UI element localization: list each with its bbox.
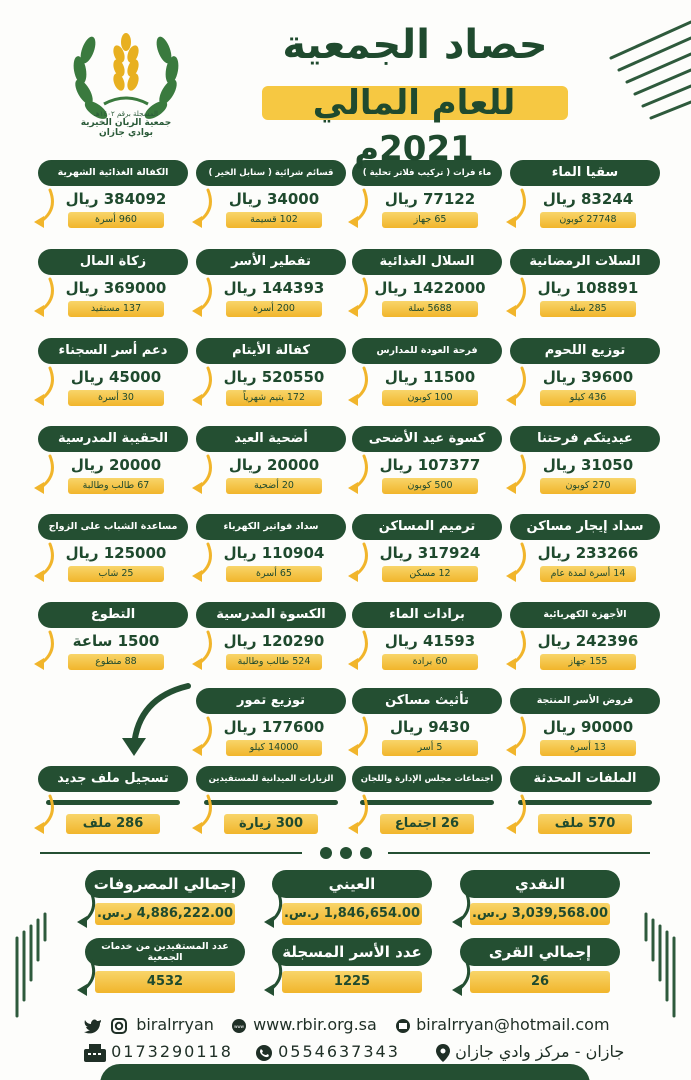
total-card: [262, 938, 432, 1000]
program-card: [352, 426, 502, 500]
email-text: biralrryan@hotmail.com: [416, 1015, 610, 1034]
decorative-stripes-top-right: [601, 18, 691, 128]
program-card: [38, 602, 188, 676]
program-amount: 110904 ريال: [223, 544, 325, 562]
program-card: [38, 338, 188, 412]
arrow-icon: [190, 454, 216, 494]
program-amount: 1500 ساعة: [72, 632, 160, 650]
program-amount: 242396 ريال: [537, 632, 639, 650]
total-title: النقدي: [460, 870, 620, 898]
arrow-icon: [504, 630, 530, 670]
program-title: تفطير الأسر: [196, 249, 346, 275]
program-amount: 90000 ريال: [542, 718, 634, 736]
program-title: الكسوة المدرسية: [196, 602, 346, 628]
program-amount: 107377 ريال: [379, 456, 481, 474]
program-badge: 436 كيلو: [540, 390, 636, 406]
stat-title: تسجيل ملف جديد: [38, 766, 188, 792]
www-icon: [230, 1018, 248, 1034]
program-title: قسائم شرائية ( سنابل الخير ): [196, 160, 346, 186]
total-title: عدد المستفيدين من خدمات الجمعية: [85, 938, 245, 966]
program-title: سداد إيجار مساكن: [510, 514, 660, 540]
contact-row-1: [80, 1013, 640, 1037]
arrow-icon: [504, 188, 530, 228]
program-badge: 88 متطوع: [68, 654, 164, 670]
fax-text: 0173290118: [111, 1042, 233, 1061]
stat-badge: 570 ملف: [538, 814, 632, 834]
contact-row-2: [80, 1040, 640, 1064]
stat-underline: [518, 800, 652, 805]
program-badge: 137 مستفيد: [68, 301, 164, 317]
twitter-icon: [84, 1018, 102, 1034]
arrow-icon: [504, 716, 530, 756]
program-amount: 9430 ريال: [390, 718, 470, 736]
program-amount: 39600 ريال: [542, 368, 634, 386]
program-title: توزيع اللحوم: [510, 338, 660, 364]
total-title: إجمالي المصروفات: [85, 870, 245, 898]
page-title: حصاد الجمعية: [282, 22, 548, 68]
program-card: [196, 249, 346, 323]
program-amount: 41593 ريال: [384, 632, 476, 650]
arrow-icon: [346, 454, 372, 494]
arrow-icon: [450, 958, 474, 996]
arrow-icon: [75, 958, 99, 996]
stat-badge: 286 ملف: [66, 814, 160, 834]
program-badge: 65 أسرة: [226, 566, 322, 582]
arrow-icon: [262, 958, 286, 996]
program-badge: 14000 كيلو: [226, 740, 322, 756]
total-value: 26: [470, 971, 610, 993]
program-badge: 102 قسيمة: [226, 212, 322, 228]
program-card: [38, 249, 188, 323]
program-card: [510, 514, 660, 588]
arrow-icon: [346, 188, 372, 228]
arrow-icon: [190, 277, 216, 317]
arrow-icon: [504, 542, 530, 582]
program-title: الكفالة الغذائية الشهرية: [38, 160, 188, 186]
program-badge: 65 جهاز: [382, 212, 478, 228]
arrow-icon: [190, 630, 216, 670]
stat-title: الزيارات الميدانية للمستفيدين: [196, 766, 346, 792]
program-card: [352, 688, 502, 762]
total-card: [450, 938, 620, 1000]
phone-number[interactable]: [255, 1040, 400, 1064]
fax-number[interactable]: [84, 1040, 233, 1064]
fax-icon: [84, 1044, 106, 1062]
arrow-icon: [32, 794, 58, 834]
program-card: [196, 426, 346, 500]
program-card: [510, 688, 660, 762]
program-title: أضحية العيد: [196, 426, 346, 452]
arrow-icon: [190, 188, 216, 228]
program-title: السلال الغذائية: [352, 249, 502, 275]
program-badge: 67 طالب وطالبة: [68, 478, 164, 494]
email-link[interactable]: [395, 1013, 610, 1037]
program-amount: 45000 ريال: [70, 368, 162, 386]
stat-badge: 300 زيارة: [224, 814, 318, 834]
program-amount: 31050 ريال: [542, 456, 634, 474]
arrow-icon: [346, 366, 372, 406]
program-amount: 369000 ريال: [65, 279, 167, 297]
stat-card: [38, 766, 188, 840]
stat-underline: [204, 800, 338, 805]
decorative-stripes-bottom-right: [636, 910, 691, 1020]
program-badge: 12 مسكن: [382, 566, 478, 582]
program-card: [38, 514, 188, 588]
stat-card: [352, 766, 502, 840]
stat-title: اجتماعات مجلس الإدارة واللجان: [352, 766, 502, 792]
page-subtitle: للعام المالي 2021م: [312, 83, 516, 169]
website-link[interactable]: [230, 1013, 377, 1037]
program-title: الأجهزة الكهربائية: [510, 602, 660, 628]
decorative-stripes-bottom-left: [0, 910, 55, 1020]
program-amount: 1422000 ريال: [374, 279, 486, 297]
total-value: 3,039,568.00 ر.س.: [470, 903, 610, 925]
program-title: ترميم المساكن: [352, 514, 502, 540]
curved-arrow-icon: [118, 680, 208, 760]
program-badge: 270 كوبون: [540, 478, 636, 494]
total-card: [262, 870, 432, 932]
total-value: 1225: [282, 971, 422, 993]
total-value: 4532: [95, 971, 235, 993]
program-title: سقيا الماء: [510, 160, 660, 186]
program-badge: 155 جهاز: [540, 654, 636, 670]
arrow-icon: [32, 188, 58, 228]
total-card: [75, 870, 245, 932]
total-title: إجمالي القرى: [460, 938, 620, 966]
program-amount: 233266 ريال: [537, 544, 639, 562]
svg-text:www: www: [234, 1023, 244, 1029]
program-card: [38, 426, 188, 500]
arrow-icon: [346, 542, 372, 582]
program-card: [510, 160, 660, 234]
instagram-icon: [111, 1018, 127, 1034]
program-title: تأثيث مساكن: [352, 688, 502, 714]
arrow-icon: [346, 277, 372, 317]
total-title: عدد الأسر المسجلة: [272, 938, 432, 966]
program-title: زكاة المال: [38, 249, 188, 275]
program-badge: 14 أسرة لمدة عام: [540, 566, 636, 582]
program-title: ماء فرات ( تركيب فلاتر تحلية ): [352, 160, 502, 186]
total-value: 1,846,654.00 ر.س.: [282, 903, 422, 925]
arrow-icon: [32, 366, 58, 406]
program-card: [38, 160, 188, 234]
program-badge: 60 برادة: [382, 654, 478, 670]
program-title: سداد فواتير الكهرباء: [196, 514, 346, 540]
program-amount: 520550 ريال: [223, 368, 325, 386]
program-amount: 34000 ريال: [228, 190, 320, 208]
program-badge: 20 أضحية: [226, 478, 322, 494]
email-icon: [395, 1018, 411, 1034]
phone-text: 0554637343: [278, 1042, 400, 1061]
arrow-icon: [32, 454, 58, 494]
arrow-icon: [504, 277, 530, 317]
stat-title: الملفات المحدثة: [510, 766, 660, 792]
program-card: [510, 338, 660, 412]
footer-bar: [100, 1064, 590, 1080]
program-title: التطوع: [38, 602, 188, 628]
program-title: عيديتكم فرحتنا: [510, 426, 660, 452]
social-handle[interactable]: [84, 1013, 214, 1037]
program-card: [352, 338, 502, 412]
program-badge: 30 أسرة: [68, 390, 164, 406]
arrow-icon: [450, 890, 474, 928]
program-badge: 25 شاب: [68, 566, 164, 582]
program-badge: 524 طالب وطالبة: [226, 654, 322, 670]
stat-underline: [360, 800, 494, 805]
program-amount: 177600 ريال: [223, 718, 325, 736]
logo-caption: [72, 110, 180, 138]
stat-underline: [46, 800, 180, 805]
program-card: [196, 338, 346, 412]
program-amount: 120290 ريال: [223, 632, 325, 650]
total-value: 4,886,222.00 ر.س.: [95, 903, 235, 925]
program-amount: 20000 ريال: [228, 456, 320, 474]
stat-card: [510, 766, 660, 840]
program-amount: 108891 ريال: [537, 279, 639, 297]
total-card: [450, 870, 620, 932]
program-badge: 172 يتيم شهرياً: [226, 390, 322, 406]
arrow-icon: [262, 890, 286, 928]
program-title: قروض الأسر المنتجة: [510, 688, 660, 714]
stat-badge: 26 اجتماع: [380, 814, 474, 834]
program-title: الحقيبة المدرسية: [38, 426, 188, 452]
arrow-icon: [346, 794, 372, 834]
arrow-icon: [346, 630, 372, 670]
total-title: العيني: [272, 870, 432, 898]
total-card: [75, 938, 245, 1000]
location-pin-icon: [436, 1044, 450, 1062]
program-card: [196, 602, 346, 676]
stat-card: [196, 766, 346, 840]
program-badge: 5 أسر: [382, 740, 478, 756]
program-badge: 285 سلة: [540, 301, 636, 317]
program-amount: 384092 ريال: [65, 190, 167, 208]
location-text: جازان - مركز وادي جازان: [455, 1042, 625, 1061]
location: [436, 1040, 624, 1064]
program-card: [196, 688, 346, 762]
program-amount: 20000 ريال: [70, 456, 162, 474]
separator-right: [388, 852, 650, 854]
whatsapp-icon: [255, 1044, 273, 1062]
program-title: برادات الماء: [352, 602, 502, 628]
program-card: [352, 249, 502, 323]
arrow-icon: [504, 454, 530, 494]
program-title: السلات الرمضانية: [510, 249, 660, 275]
program-amount: 77122 ريال: [384, 190, 476, 208]
separator-left: [40, 852, 302, 854]
arrow-icon: [75, 890, 99, 928]
program-title: دعم أسر السجناء: [38, 338, 188, 364]
program-card: [510, 249, 660, 323]
program-badge: 100 كوبون: [382, 390, 478, 406]
program-title: كفالة الأيتام: [196, 338, 346, 364]
program-amount: 11500 ريال: [384, 368, 476, 386]
program-amount: 125000 ريال: [65, 544, 167, 562]
arrow-icon: [190, 366, 216, 406]
program-card: [352, 514, 502, 588]
logo-name: جمعية الريان الخيرية بوادي جازان: [80, 118, 172, 138]
program-card: [196, 514, 346, 588]
website-text: www.rbir.org.sa: [253, 1015, 377, 1034]
program-card: [510, 426, 660, 500]
program-amount: 144393 ريال: [223, 279, 325, 297]
program-badge: 200 أسرة: [226, 301, 322, 317]
arrow-icon: [32, 542, 58, 582]
program-title: توزيع تمور: [196, 688, 346, 714]
program-card: [196, 160, 346, 234]
arrow-icon: [32, 277, 58, 317]
program-title: كسوة عيد الأضحى: [352, 426, 502, 452]
dots-icon: [318, 846, 374, 860]
program-badge: 960 أسرة: [68, 212, 164, 228]
program-card: [510, 602, 660, 676]
arrow-icon: [190, 542, 216, 582]
program-amount: 83244 ريال: [542, 190, 634, 208]
program-badge: 500 كوبون: [382, 478, 478, 494]
program-title: فرحة العودة للمدارس: [352, 338, 502, 364]
arrow-icon: [504, 366, 530, 406]
arrow-icon: [346, 716, 372, 756]
program-badge: 13 أسرة: [540, 740, 636, 756]
program-card: [352, 602, 502, 676]
arrow-icon: [190, 794, 216, 834]
program-badge: 5688 سلة: [382, 301, 478, 317]
arrow-icon: [504, 794, 530, 834]
program-title: مساعدة الشباب على الزواج: [38, 514, 188, 540]
social-handle-text: biralrryan: [136, 1015, 214, 1034]
logo-reg: المسجلة برقم ١٤٠٢هـ: [93, 110, 159, 118]
arrow-icon: [32, 630, 58, 670]
program-badge: 27748 كوبون: [540, 212, 636, 228]
program-amount: 317924 ريال: [379, 544, 481, 562]
